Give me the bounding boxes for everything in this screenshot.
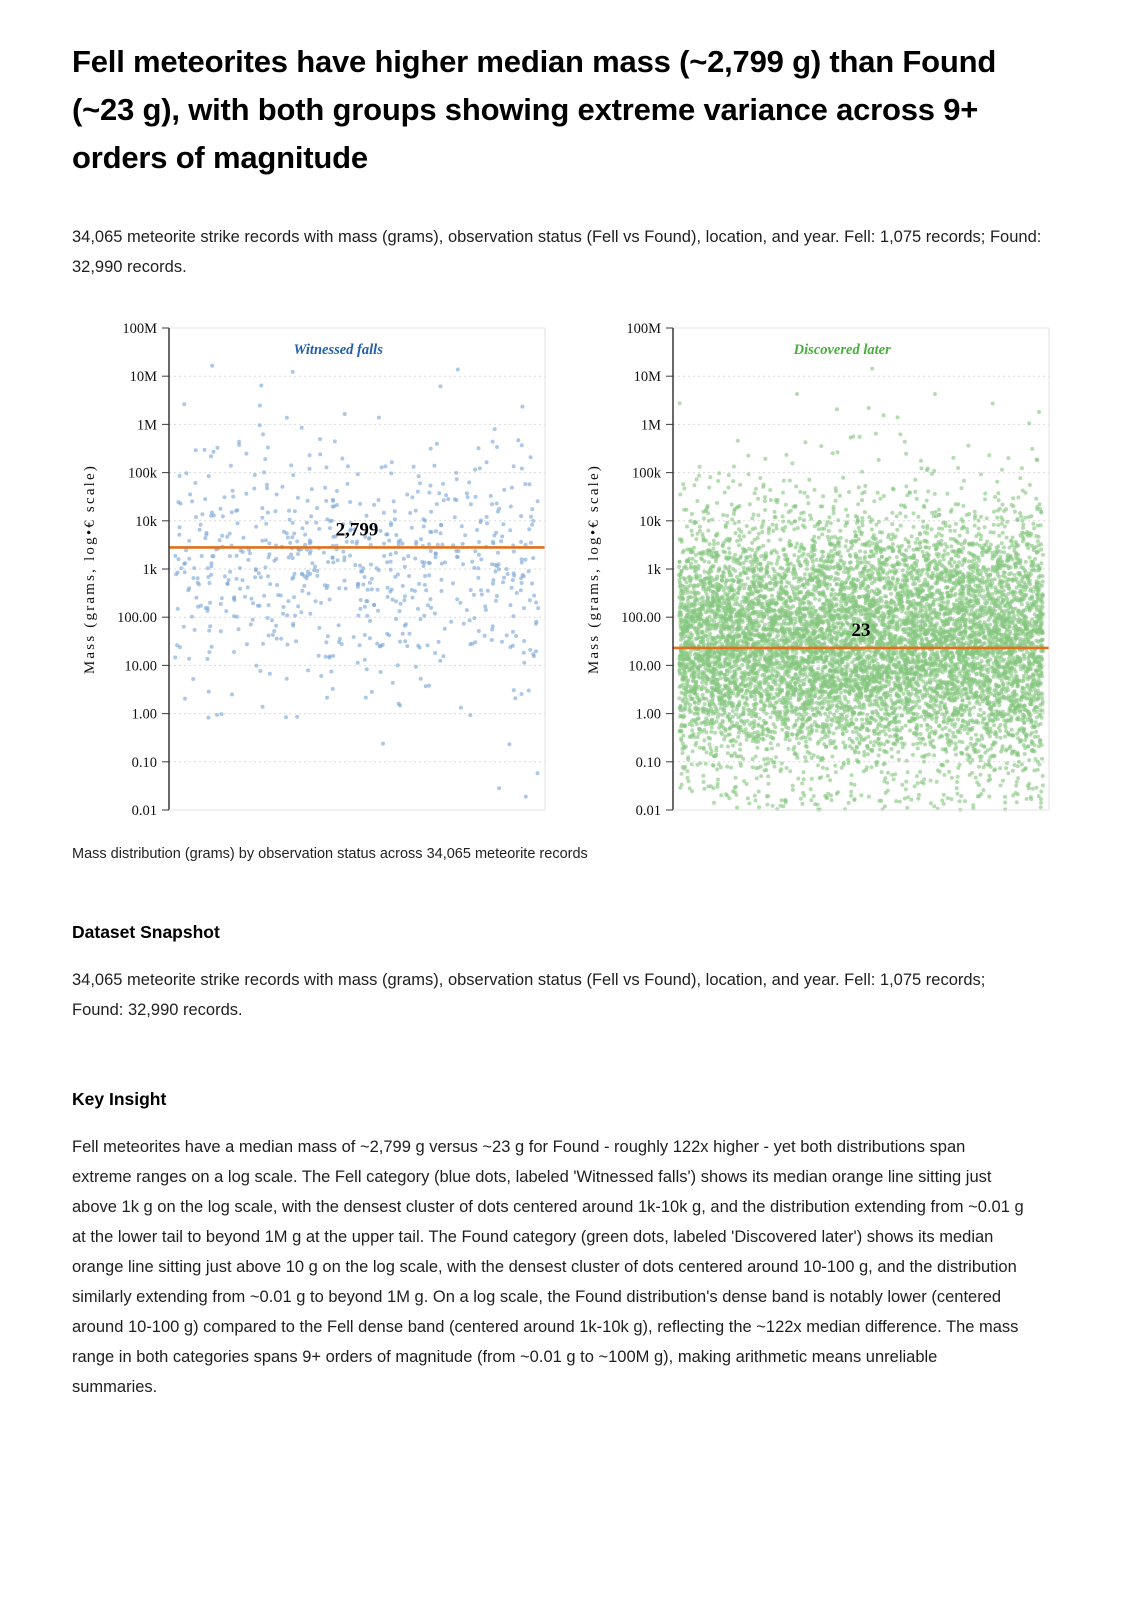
y-axis-tick-label: 1k [646, 562, 661, 578]
section-body-snapshot: 34,065 meteorite strike records with mass (grams), observation status (Fell vs Found), location, and year. Fell: 1,075 records; Found: 32,990 records. [72, 971, 986, 1019]
section-heading-snapshot: Dataset Snapshot [72, 922, 220, 942]
scatter-plot-fell [72, 310, 552, 828]
y-axis-tick-label: 0.10 [635, 754, 661, 771]
section-heading-insight: Key Insight [72, 1089, 167, 1109]
scatter-plot-found [576, 310, 1056, 828]
y-axis-tick-label: 10M [129, 369, 157, 386]
category-annotation: Discovered later [793, 342, 891, 358]
page-subtitle: 34,065 meteorite strike records with mass (grams), observation status (Fell vs Found), location, and year. Fell: 1,075 records; Found: 32,990 records. [72, 228, 1042, 276]
y-axis-tick-label: 10.00 [124, 658, 157, 675]
section-body-insight: Fell meteorites have a median mass of ~2,799 g versus ~23 g for Found - roughly 122x higher - yet both distributions span extreme ranges on a log scale. The Fell category (blue dots, labeled 'Witnessed falls') shows its median orange line sitting just above 1k g on the log scale, with the densest cluster of dots centered around 1k-10k g, and the distribution extending from ~0.01 g at the lower tail to beyond 1M g at the upper tail. The Found category (green dots, labeled 'Discovered later') shows its median orange line sitting just above 10 g on the log scale, with the densest cluster of dots centered around 10-100 g, and the distribution similarly extending from ~0.01 g to beyond 1M g. On a log scale, the Found distribution's dense band is notably lower (centered around 10-100 g) compared to the Fell dense band (centered around 1k-10k g), reflecting the ~122x median difference. The mass range in both categories spans 9+ orders of magnitude (from ~0.01 g to ~100M g), making arithmetic means unreliable summaries. [72, 1138, 1024, 1396]
y-axis-tick-label: 10k [639, 513, 661, 530]
y-axis-tick-label: 100.00 [621, 610, 661, 627]
section-key-insight [72, 1089, 1059, 1402]
y-axis-tick-label: 10.00 [628, 658, 661, 675]
chart-caption: Mass distribution (grams) by observation status across 34,065 meteorite records [72, 846, 588, 862]
y-axis-tick-label: 1k [142, 562, 157, 578]
y-axis-tick-label: 100k [632, 465, 661, 482]
y-axis-tick-label: 10M [633, 369, 661, 386]
section-dataset-snapshot [72, 922, 1059, 1025]
y-axis-tick-label: 0.01 [131, 803, 157, 819]
median-value-label: 23 [851, 619, 871, 641]
category-annotation: Witnessed falls [293, 342, 383, 358]
page-title: Fell meteorites have higher median mass (~2,799 g) than Found (~23 g), with both groups showing extreme variance across 9+ orders of magnitude [72, 44, 997, 175]
y-axis-tick-label: 100.00 [117, 610, 157, 627]
y-axis-title: Mass (grams, log•€ scale) [586, 463, 602, 675]
y-axis-tick-label: 0.10 [131, 754, 157, 771]
y-axis-tick-label: 100M [122, 321, 157, 337]
y-axis-tick-label: 0.01 [635, 803, 661, 819]
y-axis-tick-label: 1M [136, 417, 157, 434]
chart-panel-found [576, 310, 1056, 828]
y-axis-tick-label: 100k [128, 465, 157, 482]
chart-block [72, 310, 1057, 862]
y-axis-tick-label: 1.00 [635, 706, 661, 723]
median-value-label: 2,799 [335, 519, 379, 541]
y-axis-tick-label: 1M [640, 417, 661, 434]
charts-row [72, 310, 1057, 828]
y-axis-tick-label: 1.00 [131, 706, 157, 723]
y-axis-title: Mass (grams, log•€ scale) [82, 463, 98, 675]
chart-panel-fell [72, 310, 552, 828]
y-axis-tick-label: 100M [626, 321, 661, 337]
y-axis-tick-label: 10k [135, 513, 157, 530]
